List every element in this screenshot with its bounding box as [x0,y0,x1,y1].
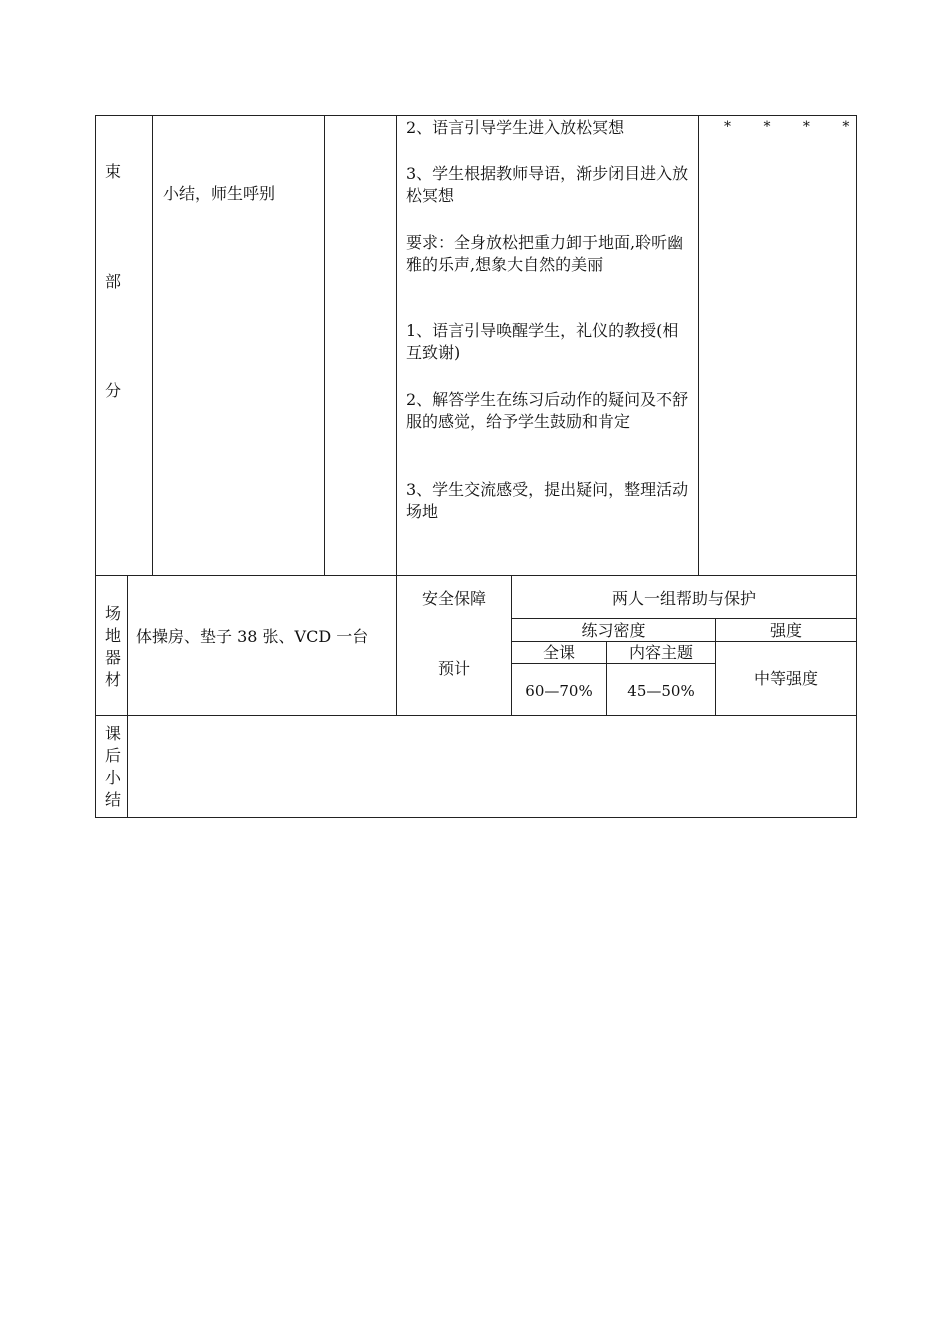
summary-label-char: 小 [105,768,122,787]
summary-label-char: 结 [105,790,122,809]
safety-label: 安全保障 [421,589,486,608]
col-divider [324,115,325,575]
formation-diagram: * * * * [724,119,864,135]
col-divider [396,115,397,715]
table-border-right [856,115,857,818]
step-text: 3、学生根据教师导语，渐步闭目进入放松冥想 [406,164,689,205]
section-label-char: 部 [105,272,122,291]
intensity-label: 强度 [769,621,802,640]
safety-value: 两人一组帮助与保护 [611,589,756,608]
step-text: 1、语言引导唤醒学生，礼仪的教授(相互致谢) [406,321,679,362]
row-divider [95,575,857,576]
step-text: 要求：全身放松把重力卸于地面,聆听幽雅的乐声,想象大自然的美丽 [406,233,684,274]
equipment-text: 体操房、垫子 38 张、VCD 一台 [136,627,369,646]
row-divider [511,618,857,619]
full-class-density-value: 60—70% [525,682,593,700]
teaching-content: 小结，师生呼别 [163,184,276,203]
section-label-char: 分 [105,381,122,400]
step-text: 2、语言引导学生进入放松冥想 [406,118,625,137]
main-content-density-value: 45—50% [627,682,695,700]
estimate-label: 预计 [437,659,470,678]
summary-label-char: 课 [105,724,122,743]
intensity-value: 中等强度 [753,669,818,688]
table-border-bottom [95,817,857,818]
step-text: 2、解答学生在练习后动作的疑问及不舒服的感觉，给予学生鼓励和肯定 [406,390,689,431]
section-label-char: 束 [105,162,122,181]
density-label: 练习密度 [581,621,646,640]
full-class-label: 全课 [542,643,575,662]
row-divider [95,715,857,716]
step-text: 3、学生交流感受，提出疑问，整理活动场地 [406,480,689,521]
main-content-label: 内容主题 [628,643,693,662]
table-border-left [95,115,96,818]
summary-label-char: 后 [105,746,122,765]
venue-label-char: 材 [105,670,122,689]
col-divider [152,115,153,575]
col-divider [127,575,128,817]
venue-label-char: 地 [105,626,122,645]
venue-label-char: 器 [105,648,122,667]
venue-label-char: 场 [105,604,122,623]
col-divider [698,115,699,575]
